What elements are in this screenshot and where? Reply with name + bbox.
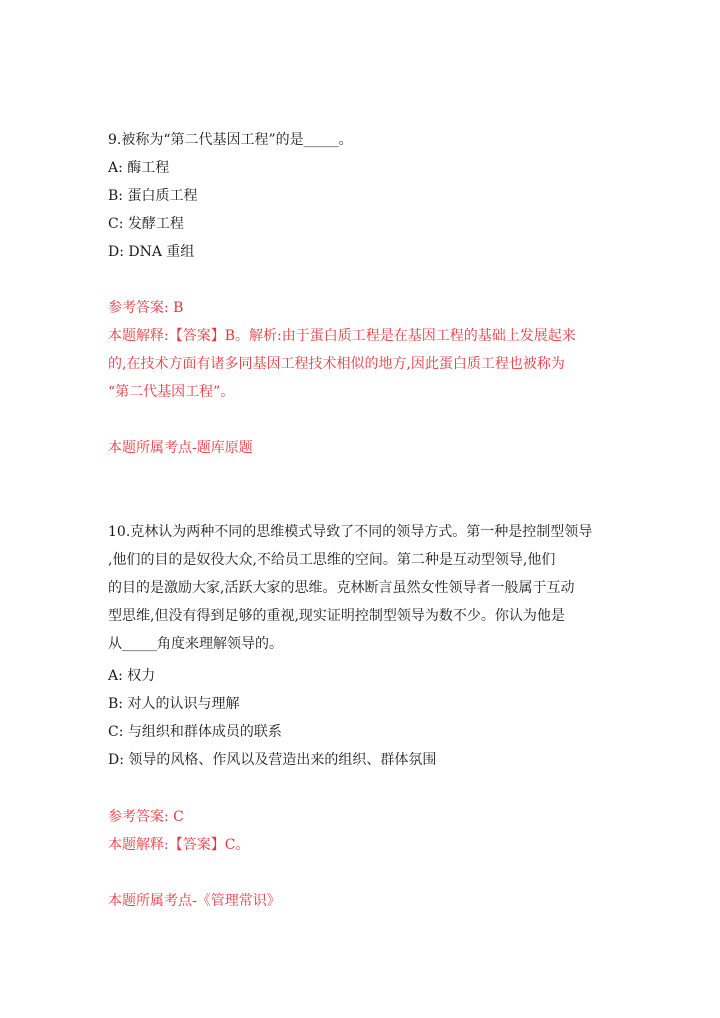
q10-stem-line-5: 从_____角度来理解领导的。 <box>108 636 283 652</box>
q10-option-b: B: 对人的认识与理解 <box>108 696 240 712</box>
q10-stem-line-4: 型思维,但没有得到足够的重视,现实证明控制型领导为数不少。你认为他是 <box>108 608 565 624</box>
q9-stem: 9.被称为“第二代基因工程”的是_____。 <box>108 132 353 148</box>
q9-explanation-line-3: “第二代基因工程”。 <box>108 384 235 400</box>
q9-option-b: B: 蛋白质工程 <box>108 188 198 204</box>
q10-source: 本题所属考点-《管理常识》 <box>108 893 281 909</box>
q10-stem-line-3: 的目的是激励大家,活跃大家的思维。克林断言虽然女性领导者一般属于互动 <box>108 580 575 596</box>
q9-option-c: C: 发酵工程 <box>108 216 184 232</box>
q9-option-d: D: DNA 重组 <box>108 244 195 260</box>
q9-option-a: A: 酶工程 <box>108 160 170 176</box>
q10-explanation: 本题解释:【答案】C。 <box>108 837 250 853</box>
q10-option-c: C: 与组织和群体成员的联系 <box>108 724 282 740</box>
q10-stem-line-1: 10.克林认为两种不同的思维模式导致了不同的领导方式。第一种是控制型领导 <box>108 524 593 540</box>
q10-stem-line-2: ,他们的目的是奴役大众,不给员工思维的空间。第二种是互动型领导,他们 <box>108 552 556 568</box>
q9-explanation-line-1: 本题解释:【答案】B。解析:由于蛋白质工程是在基因工程的基础上发展起来 <box>108 328 576 344</box>
q9-explanation-line-2: 的,在技术方面有诸多同基因工程技术相似的地方,因此蛋白质工程也被称为 <box>108 356 565 372</box>
q10-answer: 参考答案: C <box>108 809 184 825</box>
q10-option-a: A: 权力 <box>108 668 156 684</box>
q9-source: 本题所属考点-题库原题 <box>108 440 253 456</box>
q10-option-d: D: 领导的风格、作风以及营造出来的组织、群体氛围 <box>108 752 437 768</box>
q9-answer: 参考答案: B <box>108 300 184 316</box>
